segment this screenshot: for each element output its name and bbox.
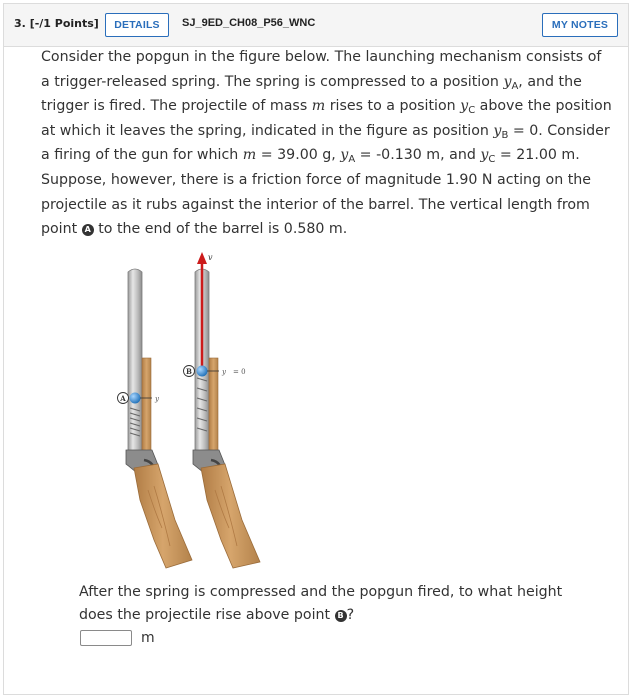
- left-popgun: [118, 269, 193, 568]
- projectile-ball-a: [130, 393, 141, 404]
- right-popgun: [184, 252, 261, 568]
- height-answer-input[interactable]: [80, 630, 132, 646]
- problem-text: Consider the popgun in the figure below. The launching mechanism consists of a trigger-released spring. The spring is compressed to a position $y_A$, and the trigger is fired. The projectile of mass m rises to a position $y_C$ above the position at which it leaves the spring, indicated in the figure as position $y_B = 0$. Consider a firing of the gun for which m = 39.00 g, $y_A = -0.130$ m, and $y_C = 21.00$ m. Suppose, however, there is a friction force of magnitude 1.90 N acting on the projectile as it rubs against the interior of the barrel. The vertical length from point A to the end of the barrel is 0.580 m.: [41, 49, 612, 238]
- svg-text:A: A: [120, 394, 126, 403]
- svg-text:v: v: [208, 253, 213, 262]
- question-prompt: After the spring is compressed and the popgun fired, to what height does the projectile rise above point B ?: [79, 584, 563, 623]
- point-b-symbol: B: [335, 610, 347, 622]
- svg-text:= 0: = 0: [233, 368, 246, 376]
- answer-row: [80, 630, 155, 646]
- projectile-ball-b: [197, 366, 208, 377]
- answer-unit: m: [141, 630, 155, 646]
- popgun-figure: [100, 250, 280, 572]
- svg-text:B: B: [186, 367, 192, 376]
- svg-text:y: y: [155, 395, 159, 403]
- problem-code: SJ_9ED_CH08_P56_WNC: [182, 17, 316, 29]
- svg-text:y: y: [222, 368, 226, 376]
- details-button[interactable]: DETAILS: [105, 13, 169, 37]
- points-label: [-/1 Points]: [29, 17, 99, 30]
- question-header: [4, 4, 628, 47]
- point-a-symbol: A: [82, 224, 94, 236]
- question-number: 3. [-/1 Points]: [14, 17, 99, 30]
- my-notes-button[interactable]: MY NOTES: [542, 13, 618, 37]
